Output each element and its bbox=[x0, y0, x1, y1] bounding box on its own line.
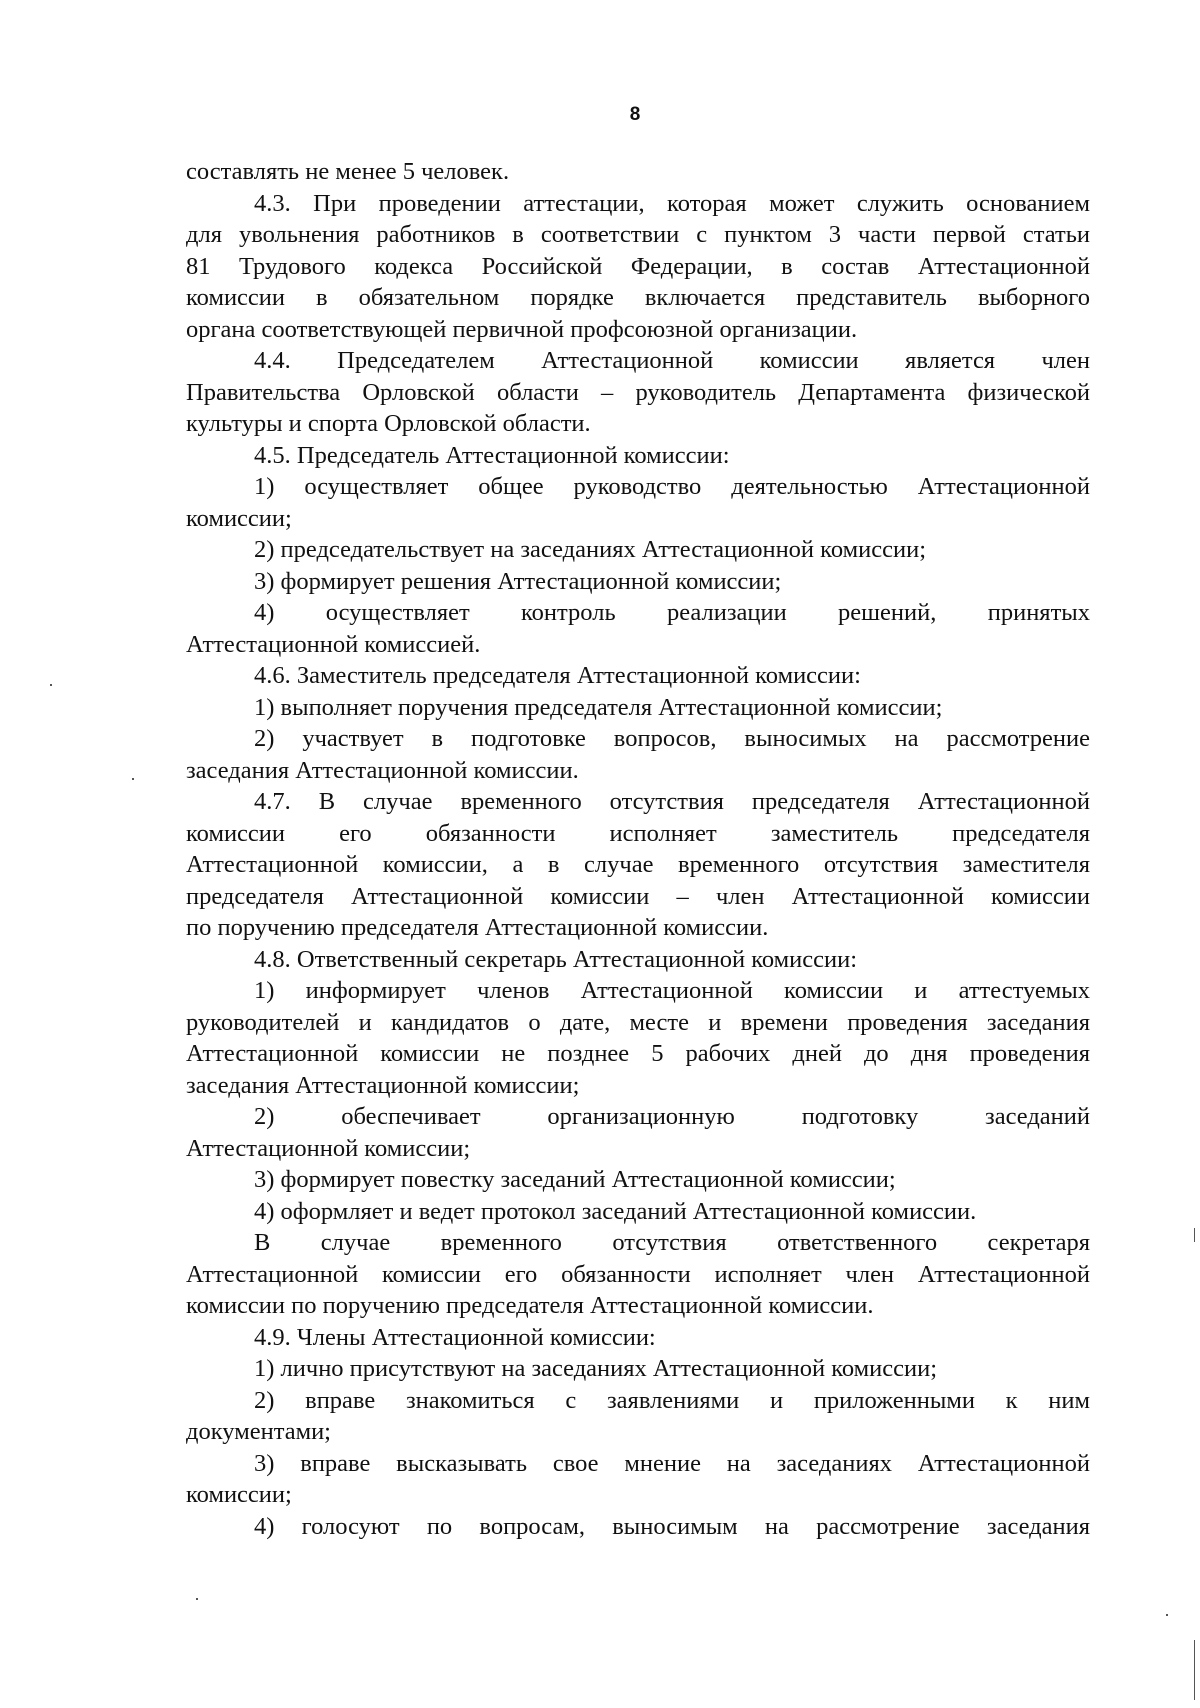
scan-artifact bbox=[1194, 1640, 1195, 1700]
text-line: руководителей и кандидатов о дате, месте и времени проведения заседания bbox=[186, 1008, 1090, 1036]
text-line: 4.6. Заместитель председателя Аттестационной комиссии: bbox=[254, 662, 861, 689]
text-line: Аттестационной комиссии, а в случае временного отсутствия заместителя bbox=[186, 851, 1090, 878]
text-line: комиссии по поручению председателя Аттестационной комиссии. bbox=[186, 1292, 874, 1319]
text-line: документами; bbox=[186, 1418, 331, 1445]
text-line: для увольнения работников в соответствии с пунктом 3 части первой статьи bbox=[186, 221, 1090, 248]
text-line: 4.8. Ответственный секретарь Аттестационной комиссии: bbox=[254, 945, 858, 973]
page-number: 8 bbox=[629, 104, 641, 125]
scan-artifact bbox=[132, 778, 134, 780]
text-line: 2) вправе знакомиться с заявлениями и приложенными к ним bbox=[254, 1386, 1090, 1414]
text-line: 1) осуществляет общее руководство деятельностью Аттестационной bbox=[254, 473, 1090, 500]
text-line: заседания Аттестационной комиссии; bbox=[186, 1071, 580, 1099]
text-line: председателя Аттестационной комиссии – член Аттестационной комиссии bbox=[186, 882, 1090, 910]
text-line: Аттестационной комиссии его обязанности исполняет член Аттестационной bbox=[186, 1260, 1090, 1288]
text-line: комиссии его обязанности исполняет заместитель председателя bbox=[186, 819, 1090, 847]
text-line: 4.4. Председателем Аттестационной комиссии является член bbox=[254, 347, 1090, 374]
text-line: 1) лично присутствуют на заседаниях Аттестационной комиссии; bbox=[254, 1355, 938, 1382]
text-line: Аттестационной комиссии не позднее 5 рабочих дней до дня проведения bbox=[186, 1040, 1090, 1067]
text-line: комиссии в обязательном порядке включается представитель выборного bbox=[186, 284, 1090, 311]
text-line: 3) вправе высказывать свое мнение на заседаниях Аттестационной bbox=[254, 1449, 1090, 1477]
scan-artifact bbox=[196, 1598, 198, 1600]
text-line: 4.9. Члены Аттестационной комиссии: bbox=[254, 1323, 656, 1351]
text-line: органа соответствующей первичной профсоюзной организации. bbox=[186, 315, 858, 343]
text-line: 2) обеспечивает организационную подготовку заседаний bbox=[254, 1103, 1090, 1130]
scan-artifact bbox=[50, 684, 52, 686]
scan-artifact bbox=[1194, 1228, 1195, 1242]
text-line: 4) голосуют по вопросам, выносимым на рассмотрение заседания bbox=[254, 1512, 1090, 1540]
text-line: 3) формирует повестку заседаний Аттестационной комиссии; bbox=[254, 1166, 896, 1193]
text-line: по поручению председателя Аттестационной комиссии. bbox=[186, 914, 769, 941]
text-line: 4.5. Председатель Аттестационной комиссии: bbox=[254, 441, 730, 469]
text-line: 2) участвует в подготовке вопросов, выносимых на рассмотрение bbox=[254, 725, 1090, 752]
scan-artifact bbox=[1166, 1614, 1168, 1616]
text-line: Аттестационной комиссии; bbox=[186, 1134, 471, 1162]
text-line: 4.7. В случае временного отсутствия председателя Аттестационной bbox=[254, 788, 1090, 815]
document-body bbox=[186, 156, 1090, 1542]
text-line: 2) председательствует на заседаниях Аттестационной комиссии; bbox=[254, 536, 927, 563]
text-line: В случае временного отсутствия ответственного секретаря bbox=[254, 1229, 1090, 1256]
text-line: 1) выполняет поручения председателя Аттестационной комиссии; bbox=[254, 693, 943, 721]
text-line: 4) оформляет и ведет протокол заседаний Аттестационной комиссии. bbox=[254, 1197, 977, 1225]
text-line: комиссии; bbox=[186, 1481, 292, 1508]
text-line: Аттестационной комиссией. bbox=[186, 630, 481, 658]
text-line: 4.3. При проведении аттестации, которая может служить основанием bbox=[254, 189, 1090, 217]
text-line: культуры и спорта Орловской области. bbox=[186, 410, 591, 437]
text-line: заседания Аттестационной комиссии. bbox=[186, 756, 579, 784]
text-line: 3) формирует решения Аттестационной комиссии; bbox=[254, 567, 782, 595]
text-line: Правительства Орловской области – руководитель Департамента физической bbox=[186, 378, 1090, 406]
text-line: 4) осуществляет контроль реализации решений, принятых bbox=[254, 599, 1090, 626]
text-line: 1) информирует членов Аттестационной комиссии и аттестуемых bbox=[254, 977, 1090, 1004]
text-line: 81 Трудового кодекса Российской Федерации, в состав Аттестационной bbox=[186, 252, 1090, 280]
text-line: комиссии; bbox=[186, 504, 292, 532]
text-line: составлять не менее 5 человек. bbox=[186, 158, 510, 185]
